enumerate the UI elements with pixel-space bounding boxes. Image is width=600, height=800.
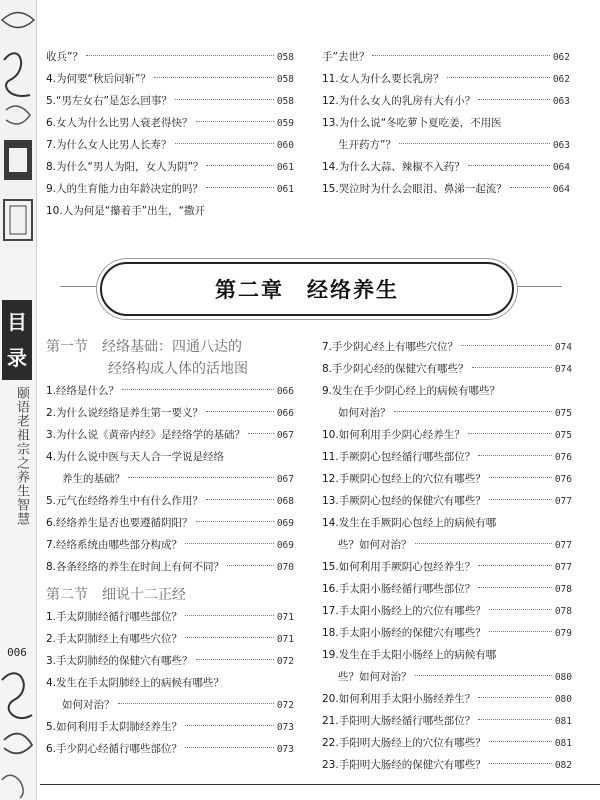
toc-entry-title: 14.为什么大蒜、辣椒不入药？ — [322, 161, 465, 173]
section-heading: 第二节 细说十二正经 — [46, 587, 186, 603]
toc-entry-title: 2.为什么说经络是养生第一要义？ — [46, 407, 204, 419]
toc-entry[interactable] — [46, 738, 294, 760]
toc-entry-page: 075 — [554, 430, 572, 441]
toc-entry-title: 如何对治？ — [338, 407, 391, 419]
toc-entry-title: 7.手少阴心经上有哪些穴位？ — [322, 341, 459, 353]
toc-entry[interactable] — [46, 490, 294, 512]
chapter-title: 第二章 经络养生 — [215, 277, 399, 302]
toc-entry-title: 22.手阳明大肠经上的穴位有哪些？ — [322, 737, 486, 749]
toc-entry[interactable] — [322, 380, 572, 402]
toc-entry-page: 063 — [552, 96, 570, 107]
dot-leader — [227, 565, 274, 566]
toc-entry-title: 7.为什么女人比男人长寿？ — [46, 139, 172, 151]
dot-leader — [478, 565, 552, 566]
toc-entry-title: 19.发生在手太阳小肠经上的病候有哪 — [322, 649, 497, 661]
dot-leader — [478, 455, 552, 456]
toc-entry-page: 073 — [276, 744, 294, 755]
dot-leader — [489, 477, 552, 478]
toc-entry-title: 5.元气在经络养生中有什么作用？ — [46, 495, 204, 507]
toc-entry[interactable] — [46, 694, 294, 716]
dot-leader — [489, 631, 552, 632]
toc-entry[interactable] — [322, 666, 572, 688]
toc-entry-page: 068 — [276, 496, 294, 507]
toc-entry[interactable] — [46, 512, 294, 534]
toc-entry-title: 6.经络养生是否也要遵循阴阳？ — [46, 517, 193, 529]
toc-entry[interactable] — [46, 672, 294, 694]
toc-entry[interactable] — [46, 628, 294, 650]
toc-entry[interactable] — [46, 178, 294, 200]
toc-entry-page: 062 — [552, 74, 570, 85]
dot-leader — [86, 55, 274, 56]
toc-entry[interactable] — [322, 490, 572, 512]
toc-entry[interactable] — [322, 732, 572, 754]
toc-entry-title: 20.如何利用手太阳小肠经养生？ — [322, 693, 476, 705]
toc-entry-title: 3.手太阴肺经的保健穴有哪些？ — [46, 655, 193, 667]
toc-entry[interactable] — [322, 112, 570, 134]
page-number: 006 — [0, 646, 34, 659]
toc-entry-page: 076 — [554, 474, 572, 485]
toc-entry-page: 069 — [276, 540, 294, 551]
toc-entry[interactable] — [46, 68, 294, 90]
toc-entry-title: 12.手厥阴心包经上的穴位有哪些？ — [322, 473, 486, 485]
toc-list-section-2 — [46, 606, 294, 760]
sidebar — [0, 0, 37, 800]
toc-entry-page: 080 — [554, 694, 572, 705]
toc-column-lower-left — [46, 336, 294, 760]
dot-leader — [394, 411, 552, 412]
toc-entry-title: 手”去世？ — [322, 51, 370, 63]
toc-entry-title: 14.发生在手厥阴心包经上的病候有哪 — [322, 517, 497, 529]
toc-entry-title: 6.女人为什么比男人衰老得快？ — [46, 117, 193, 129]
toc-entry-title: 1.手太阴肺经循行哪些部位？ — [46, 611, 183, 623]
toc-entry[interactable] — [46, 446, 294, 468]
toc-entry[interactable] — [322, 446, 572, 468]
toc-entry-title: 11.手厥阴心包经循行哪些部位？ — [322, 451, 476, 463]
dot-leader — [185, 615, 274, 616]
toc-entry-page: 058 — [276, 52, 294, 63]
toc-entry-page: 081 — [554, 738, 572, 749]
toc-entry-title: 4.为什么说中医与天人合一学说是经络 — [46, 451, 225, 463]
toc-entry-title: 6.手少阴心经循行哪些部位？ — [46, 743, 183, 755]
toc-entry-page: 064 — [552, 184, 570, 195]
toc-entry-page: 061 — [276, 162, 294, 173]
toc-entry-title: 16.手太阳小肠经循行哪些部位？ — [322, 583, 476, 595]
toc-entry-title: 15.如何利用手厥阴心包经养生？ — [322, 561, 476, 573]
toc-entry-page: 066 — [276, 408, 294, 419]
toc-list-section-1 — [46, 380, 294, 578]
toc-entry[interactable] — [46, 134, 294, 156]
toc-entry-title: 生开药方”？ — [338, 139, 396, 151]
dot-leader — [447, 77, 550, 78]
toc-entry-title: 13.为什么说“冬吃萝卜夏吃姜，不用医 — [322, 117, 502, 129]
toc-entry-page: 075 — [554, 408, 572, 419]
toc-entry[interactable] — [322, 534, 572, 556]
toc-entry[interactable] — [46, 156, 294, 178]
toc-entry-page: 071 — [276, 634, 294, 645]
toc-entry[interactable] — [322, 68, 570, 90]
dot-leader — [185, 637, 274, 638]
toc-entry[interactable] — [46, 90, 294, 112]
toc-entry-title: 11.女人为什么要长乳房？ — [322, 73, 444, 85]
dot-leader — [196, 121, 274, 122]
toc-entry-page: 074 — [554, 342, 572, 353]
toc-entry-page: 077 — [554, 562, 572, 573]
toc-entry-title: 如何对治？ — [62, 699, 115, 711]
dot-leader — [248, 433, 274, 434]
footer-rule — [40, 784, 600, 785]
toc-entry-title: 23.手阳明大肠经的保健穴有哪些？ — [322, 759, 486, 771]
toc-entry-title: 15.哭泣时为什么会眼泪、鼻涕一起流？ — [322, 183, 507, 195]
dot-leader — [122, 389, 274, 390]
toc-entry-page: 070 — [276, 562, 294, 573]
toc-entry[interactable] — [46, 716, 294, 738]
toc-entry[interactable] — [322, 578, 572, 600]
toc-entry-title: 8.为什么“男人为阳，女人为阴”？ — [46, 161, 204, 173]
dot-leader — [185, 725, 274, 726]
dot-leader — [185, 747, 274, 748]
toc-entry-title: 18.手太阳小肠经的保健穴有哪些？ — [322, 627, 486, 639]
toc-entry-title: 12.为什么女人的乳房有大有小？ — [322, 95, 476, 107]
toc-title-char-1: 目 — [7, 310, 27, 334]
cloud-ornament-icon — [0, 640, 36, 800]
toc-entry-page: 062 — [552, 52, 570, 63]
toc-entry[interactable] — [322, 156, 570, 178]
toc-entry-title: 13.手厥阴心包经的保健穴有哪些？ — [322, 495, 486, 507]
dot-leader — [478, 719, 552, 720]
toc-entry[interactable] — [322, 600, 572, 622]
toc-title-char-2: 录 — [7, 346, 27, 370]
ornament-icon — [0, 0, 36, 250]
toc-entry[interactable] — [46, 650, 294, 672]
toc-entry-title: 9.发生在手少阴心经上的病候有哪些？ — [322, 385, 501, 397]
section-heading-continued: 经络构成人体的活地图 — [108, 361, 248, 377]
dot-leader — [489, 499, 552, 500]
toc-entry[interactable] — [322, 512, 572, 534]
toc-entry[interactable] — [322, 358, 572, 380]
toc-entry-page: 067 — [276, 474, 294, 485]
toc-entry-title: 10.如何利用手少阴心经养生？ — [322, 429, 465, 441]
dot-leader — [175, 143, 274, 144]
toc-entry-page: 066 — [276, 386, 294, 397]
dot-leader — [196, 659, 274, 660]
toc-entry-page: 058 — [276, 96, 294, 107]
dot-leader — [478, 99, 550, 100]
dot-leader — [415, 675, 552, 676]
toc-entry[interactable] — [322, 754, 572, 776]
dot-leader — [206, 411, 274, 412]
dot-leader — [468, 165, 550, 166]
toc-entry[interactable] — [46, 468, 294, 490]
toc-entry-page: 071 — [276, 612, 294, 623]
toc-entry-title: 5.如何利用手太阴肺经养生？ — [46, 721, 183, 733]
banner-line-left — [60, 286, 98, 287]
toc-entry-title: 1.经络是什么？ — [46, 385, 120, 397]
toc-entry-title: 8.手少阴心经的保健穴有哪些？ — [322, 363, 469, 375]
toc-entry[interactable] — [322, 688, 572, 710]
toc-entry-page: 077 — [554, 540, 572, 551]
dot-leader — [415, 543, 552, 544]
toc-entry-page: 074 — [554, 364, 572, 375]
chapter-banner — [100, 262, 514, 316]
toc-entry-page: 078 — [554, 606, 572, 617]
toc-entry-page: 080 — [554, 672, 572, 683]
toc-entry-page: 061 — [276, 184, 294, 195]
toc-entry-page: 081 — [554, 716, 572, 727]
toc-entry-title: 10.人为何是“攥着手”出生，“撒开 — [46, 205, 206, 217]
toc-entry[interactable] — [322, 424, 572, 446]
toc-entry-page: 078 — [554, 584, 572, 595]
toc-entry[interactable] — [46, 112, 294, 134]
toc-entry[interactable] — [322, 556, 572, 578]
dot-leader — [510, 187, 550, 188]
toc-entry-title: 5.“男左女右”是怎么回事？ — [46, 95, 172, 107]
toc-entry[interactable] — [46, 200, 294, 222]
toc-entry-title: 21.手阳明大肠经循行哪些部位？ — [322, 715, 476, 727]
dot-leader — [206, 499, 274, 500]
toc-entry[interactable] — [46, 556, 294, 578]
section-heading: 第一节 经络基础：四通八达的 — [46, 339, 242, 355]
toc-entry[interactable] — [322, 336, 572, 358]
toc-entry[interactable] — [322, 710, 572, 732]
toc-entry[interactable] — [46, 402, 294, 424]
toc-entry-page: 063 — [552, 140, 570, 151]
toc-entry-title: 3.为什么说《黄帝内经》是经络学的基础？ — [46, 429, 246, 441]
toc-entry-title: 些？如何对治？ — [338, 539, 412, 551]
toc-entry-title: 些？如何对治？ — [338, 671, 412, 683]
toc-column-lower-right — [322, 336, 572, 776]
toc-entry[interactable] — [46, 534, 294, 556]
toc-entry-page: 067 — [276, 430, 294, 441]
dot-leader — [489, 741, 552, 742]
dot-leader — [478, 587, 552, 588]
toc-entry[interactable] — [322, 644, 572, 666]
toc-entry-title: 7.经络系统由哪些部分构成？ — [46, 539, 183, 551]
toc-entry-title: 2.手太阴肺经上有哪些穴位？ — [46, 633, 183, 645]
toc-entry-page: 069 — [276, 518, 294, 529]
toc-entry[interactable] — [322, 178, 570, 200]
toc-entry[interactable] — [322, 46, 570, 68]
dot-leader — [468, 433, 552, 434]
toc-entry-page: 072 — [276, 700, 294, 711]
toc-entry-page: 077 — [554, 496, 572, 507]
dot-leader — [185, 543, 274, 544]
toc-entry-title: 8.各条经络的养生在时间上有何不同？ — [46, 561, 225, 573]
dot-leader — [196, 521, 274, 522]
toc-entry-title: 4.为何要“秋后问斩”？ — [46, 73, 151, 85]
toc-column-top-left — [46, 46, 294, 222]
toc-entry[interactable] — [322, 622, 572, 644]
toc-entry-title: 养生的基础？ — [62, 473, 125, 485]
dot-leader — [118, 703, 274, 704]
toc-entry-page: 073 — [276, 722, 294, 733]
toc-entry-page: 072 — [276, 656, 294, 667]
toc-entry-page: 059 — [276, 118, 294, 129]
toc-entry-page: 082 — [554, 760, 572, 771]
book-title-vertical: 颐语老祖宗之养生智慧 — [14, 386, 29, 526]
toc-entry[interactable] — [46, 424, 294, 446]
toc-entry[interactable] — [322, 134, 570, 156]
banner-line-right — [512, 286, 562, 287]
toc-entry[interactable] — [46, 606, 294, 628]
dot-leader — [175, 99, 274, 100]
dot-leader — [399, 143, 550, 144]
toc-entry[interactable] — [46, 46, 294, 68]
toc-entry[interactable] — [46, 380, 294, 402]
dot-leader — [489, 763, 552, 764]
dot-leader — [372, 55, 549, 56]
dot-leader — [478, 697, 552, 698]
toc-entry[interactable] — [322, 468, 572, 490]
toc-entry-page: 064 — [552, 162, 570, 173]
toc-column-top-right — [322, 46, 570, 200]
toc-entry-page: 060 — [276, 140, 294, 151]
dot-leader — [489, 609, 552, 610]
toc-entry-title: 17.手太阳小肠经上的穴位有哪些？ — [322, 605, 486, 617]
toc-entry-page: 058 — [276, 74, 294, 85]
dot-leader — [206, 165, 273, 166]
toc-entry[interactable] — [322, 90, 570, 112]
toc-entry-title: 9.人的生育能力由年龄决定的吗？ — [46, 183, 204, 195]
toc-entry[interactable] — [322, 402, 572, 424]
dot-leader — [128, 477, 274, 478]
toc-entry-page: 076 — [554, 452, 572, 463]
dot-leader — [154, 77, 274, 78]
toc-entry-title: 4.发生在手太阴肺经上的病候有哪些？ — [46, 677, 225, 689]
toc-side-title — [2, 300, 32, 380]
dot-leader — [206, 187, 274, 188]
toc-entry-page: 079 — [554, 628, 572, 639]
dot-leader — [472, 367, 552, 368]
toc-entry-title: 收兵”？ — [46, 51, 83, 63]
dot-leader — [461, 345, 552, 346]
